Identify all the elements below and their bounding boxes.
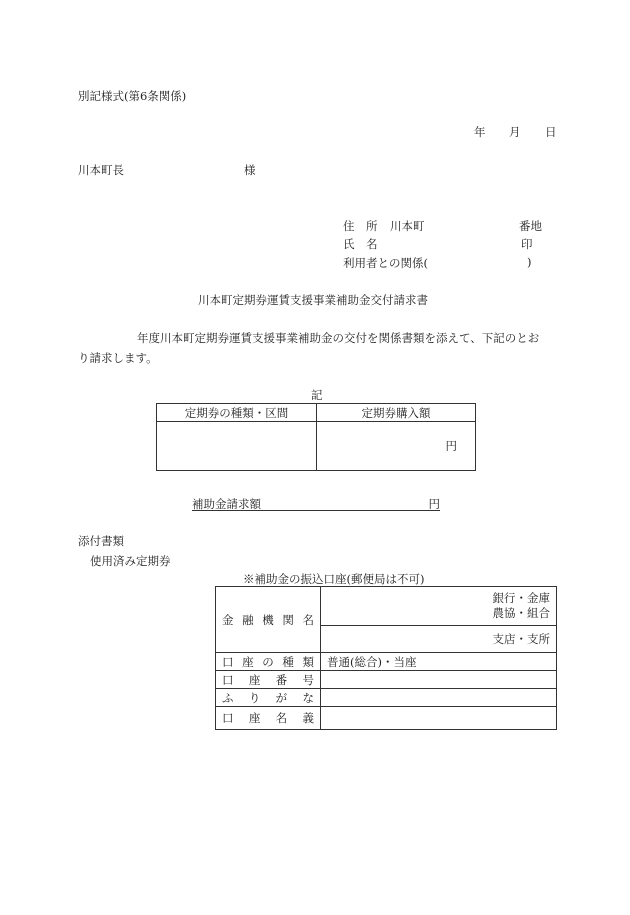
addressee-honorific: 様 [244, 163, 256, 177]
document-title: 川本町定期券運賃支援事業補助金交付請求書 [198, 293, 428, 307]
relation-close: ) [527, 255, 532, 269]
date-year: 年 [474, 125, 486, 139]
address-label: 住 所 [343, 219, 378, 233]
bank-table [215, 586, 557, 730]
pass-amount-cell[interactable] [317, 422, 476, 471]
yen-unit: 円 [445, 439, 457, 453]
pass-amount-header: 定期券購入額 [317, 404, 476, 422]
furigana-field[interactable] [321, 689, 557, 707]
branch-field[interactable] [321, 626, 557, 653]
seal-mark: 印 [521, 237, 533, 251]
date-day: 日 [545, 125, 557, 139]
account-type-value: 普通(総合)・当座 [327, 654, 417, 669]
attachments-heading: 添付書類 [78, 534, 124, 548]
pass-table [156, 403, 476, 471]
body-line-1: 年度川本町定期券運賃支援事業補助金の交付を関係書類を添えて、下記のとお [137, 331, 540, 345]
body-line-2: り請求します。 [78, 351, 158, 365]
pass-type-cell[interactable] [157, 422, 317, 471]
relation-label: 利用者との関係( [343, 256, 428, 270]
address-value: 川本町 [390, 219, 425, 233]
claim-amount-line[interactable] [192, 496, 440, 511]
bank-types-2: 農協・組合 [492, 606, 550, 620]
form-reference: 別記様式(第6条関係) [78, 89, 187, 103]
bank-types-1: 銀行・金庫 [492, 591, 550, 605]
claim-label: 補助金請求額 [192, 497, 261, 511]
address-suffix: 番地 [519, 219, 542, 233]
account-type-label: 口座の種類 [216, 653, 321, 671]
date-month: 月 [509, 125, 521, 139]
holder-label: 口座名義 [216, 707, 321, 730]
attachment-item: 使用済み定期券 [90, 554, 171, 568]
institution-name-field[interactable] [321, 587, 557, 626]
holder-field[interactable] [321, 707, 557, 730]
pass-type-header: 定期券の種類・区間 [157, 404, 317, 422]
account-number-label: 口座番号 [216, 671, 321, 689]
ki-mark: 記 [311, 388, 323, 402]
account-number-field[interactable] [321, 671, 557, 689]
account-type-field[interactable] [321, 653, 557, 671]
branch-types: 支店・支所 [492, 631, 550, 646]
furigana-label: ふりがな [216, 689, 321, 707]
name-label: 氏 名 [343, 237, 378, 251]
addressee-title: 川本町長 [78, 163, 124, 177]
claim-yen: 円 [428, 497, 440, 511]
bank-caption: ※補助金の振込口座(郵便局は不可) [243, 572, 425, 586]
institution-label: 金融機関名 [216, 587, 321, 653]
